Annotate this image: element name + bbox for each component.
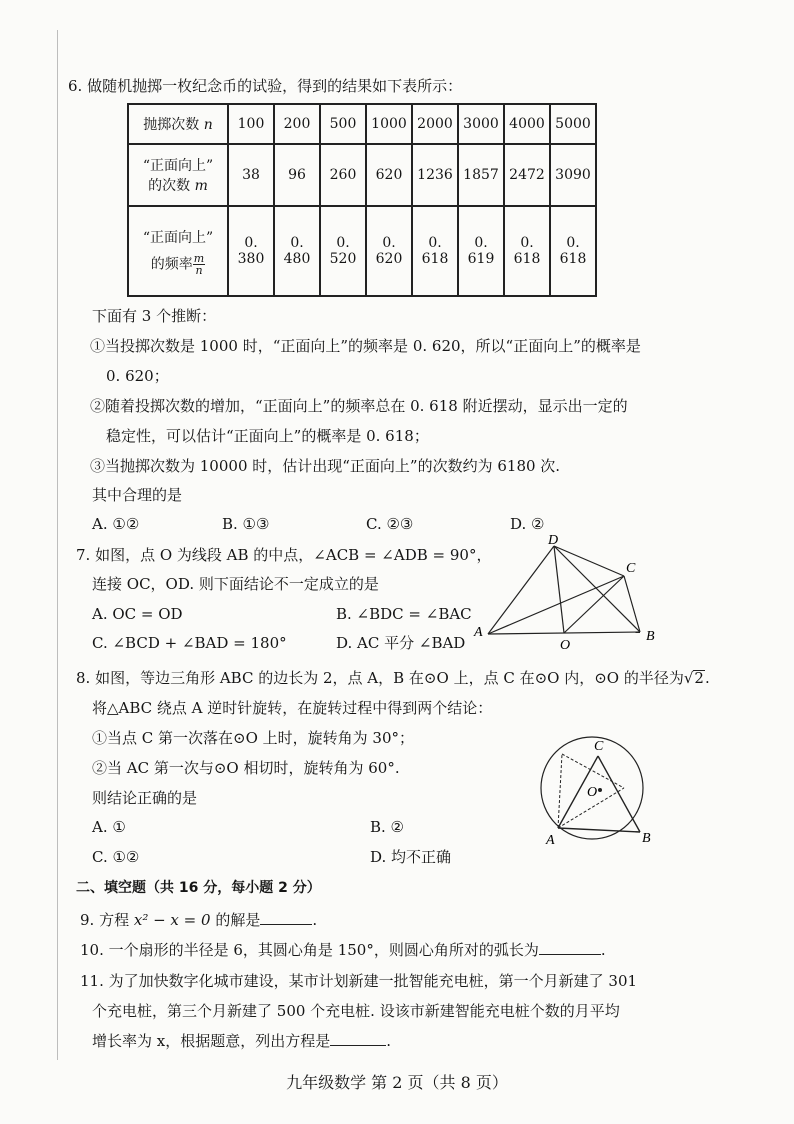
q6-statement-2-cont: 稳定性，可以估计“正面向上”的概率是 0. 618； <box>106 427 429 445</box>
q10: 10. 一个扇形的半径是 6，其圆心角是 150°，则圆心角所对的弧长为 . <box>80 941 606 959</box>
throws-cell: 5000 <box>550 104 596 144</box>
q8-stem-cont: 将△ABC 绕点 A 逆时针旋转，在旋转过程中得到两个结论： <box>92 699 493 717</box>
label-o: O <box>587 785 598 800</box>
count-cell: 2472 <box>504 144 550 206</box>
q7-stem-cont: 连接 OC，OD. 则下面结论不一定成立的是 <box>92 575 379 593</box>
count-cell: 620 <box>366 144 412 206</box>
q8-option-a: A. ① <box>92 818 126 836</box>
sqrt-symbol: √ <box>683 669 694 687</box>
q11-answer-blank[interactable] <box>330 1031 386 1046</box>
triangle-abc <box>558 756 640 832</box>
q8-option-d: D. 均不正确 <box>370 848 452 866</box>
throws-cell: 2000 <box>412 104 458 144</box>
q7-figure-lines <box>488 546 640 634</box>
center-point <box>598 788 602 792</box>
count-cell: 3090 <box>550 144 596 206</box>
count-cell: 96 <box>274 144 320 206</box>
table-row-throws <box>128 104 596 144</box>
q8-statement-2: ②当 AC 第一次与⊙O 相切时，旋转角为 60°. <box>92 759 400 777</box>
q7-option-a: A. OC = OD <box>92 605 183 623</box>
coin-toss-table <box>127 103 597 297</box>
q9-answer-blank[interactable] <box>260 910 312 925</box>
q6-option-c: C. ②③ <box>366 515 414 533</box>
q10-answer-blank[interactable] <box>539 940 601 955</box>
q8-option-c: C. ①② <box>92 848 140 866</box>
frequency-cell: 0. 619 <box>458 206 504 296</box>
frequency-cell: 0. 520 <box>320 206 366 296</box>
q8-figure <box>528 732 668 852</box>
q7-option-d: D. AC 平分 ∠BAD <box>336 634 466 652</box>
q7-stem: 7. 如图，点 O 为线段 AB 的中点，∠ACB = ∠ADB = 90°， <box>76 546 492 564</box>
count-cell: 38 <box>228 144 274 206</box>
frequency-cell: 0. 620 <box>366 206 412 296</box>
frequency-cell: 0. 480 <box>274 206 320 296</box>
q11-line-2: 个充电桩，第三个月新建了 500 个充电桩. 设该市新建智能充电桩个数的月平均 <box>92 1002 620 1020</box>
table-header-counts: “正面向上” 的次数 m <box>128 144 228 206</box>
q9: 9. 方程 x² − x = 0 的解是 . <box>80 911 318 929</box>
q8-statement-1: ①当点 C 第一次落在⊙O 上时，旋转角为 30°； <box>92 729 415 747</box>
q6-statement-1-cont: 0. 620； <box>106 367 169 385</box>
label-d: D <box>548 533 559 548</box>
frequency-cell: 0. 618 <box>504 206 550 296</box>
count-cell: 260 <box>320 144 366 206</box>
label-c: C <box>594 739 604 754</box>
q8-option-b: B. ② <box>370 818 405 836</box>
sqrt-radicand: 2 <box>694 669 704 687</box>
page-footer: 九年级数学 第 2 页（共 8 页） <box>286 1073 508 1092</box>
table-row-frequency <box>128 206 596 296</box>
q7-figure <box>470 532 670 652</box>
label-c: C <box>626 561 636 576</box>
label-a: A <box>474 625 483 640</box>
throws-cell: 200 <box>274 104 320 144</box>
q6-option-d: D. ② <box>510 515 545 533</box>
label-b: B <box>642 831 651 846</box>
m-over-n-fraction: $\frac{m}{n}$ <box>193 251 205 277</box>
label-o: O <box>560 638 571 652</box>
throws-cell: 100 <box>228 104 274 144</box>
count-cell: 1857 <box>458 144 504 206</box>
q6-statement-3: ③当抛掷次数为 10000 时，估计出现“正面向上”的次数约为 6180 次. <box>90 457 561 475</box>
q6-option-a: A. ①② <box>92 515 140 533</box>
q6-stem: 6. 做随机抛掷一枚纪念币的试验，得到的结果如下表所示： <box>68 77 463 95</box>
throws-cell: 1000 <box>366 104 412 144</box>
q6-ask: 其中合理的是 <box>92 486 183 504</box>
q6-statement-1: ①当投掷次数是 1000 时，“正面向上”的频率是 0. 620，所以“正面向上”的概率是 <box>90 337 641 355</box>
q8-ask: 则结论正确的是 <box>92 789 198 807</box>
frequency-cell: 0. 380 <box>228 206 274 296</box>
q7-option-b: B. ∠BDC = ∠BAC <box>336 605 472 623</box>
table-header-throws: 抛掷次数 n <box>128 104 228 144</box>
table-header-frequency: “正面向上” 的频率 $\frac{m}{n}$ <box>128 206 228 296</box>
section-2-heading: 二、填空题（共 16 分，每小题 2 分） <box>76 880 321 896</box>
label-b: B <box>646 629 655 644</box>
q11-line-3: 增长率为 x，根据题意，列出方程是 . <box>92 1032 392 1050</box>
q7-option-c: C. ∠BCD + ∠BAD = 180° <box>92 634 287 652</box>
q11-line-1: 11. 为了加快数字化城市建设，某市计划新建一批智能充电桩，第一个月新建了 301 <box>80 972 638 990</box>
throws-cell: 3000 <box>458 104 504 144</box>
binding-margin-line <box>57 30 58 1060</box>
q6-statement-2: ②随着投掷次数的增加，“正面向上”的频率总在 0. 618 附近摆动，显示出一定的 <box>90 397 628 415</box>
q6-option-b: B. ①③ <box>222 515 270 533</box>
throws-cell: 4000 <box>504 104 550 144</box>
count-cell: 1236 <box>412 144 458 206</box>
table-row-counts <box>128 144 596 206</box>
frequency-cell: 0. 618 <box>550 206 596 296</box>
label-a: A <box>546 833 555 848</box>
q8-stem: 8. 如图，等边三角形 ABC 的边长为 2，点 A，B 在⊙O 上，点 C 在⊙O 内，⊙O 的半径为√2. <box>76 669 710 687</box>
frequency-cell: 0. 618 <box>412 206 458 296</box>
q6-intro: 下面有 3 个推断： <box>92 307 217 325</box>
throws-cell: 500 <box>320 104 366 144</box>
